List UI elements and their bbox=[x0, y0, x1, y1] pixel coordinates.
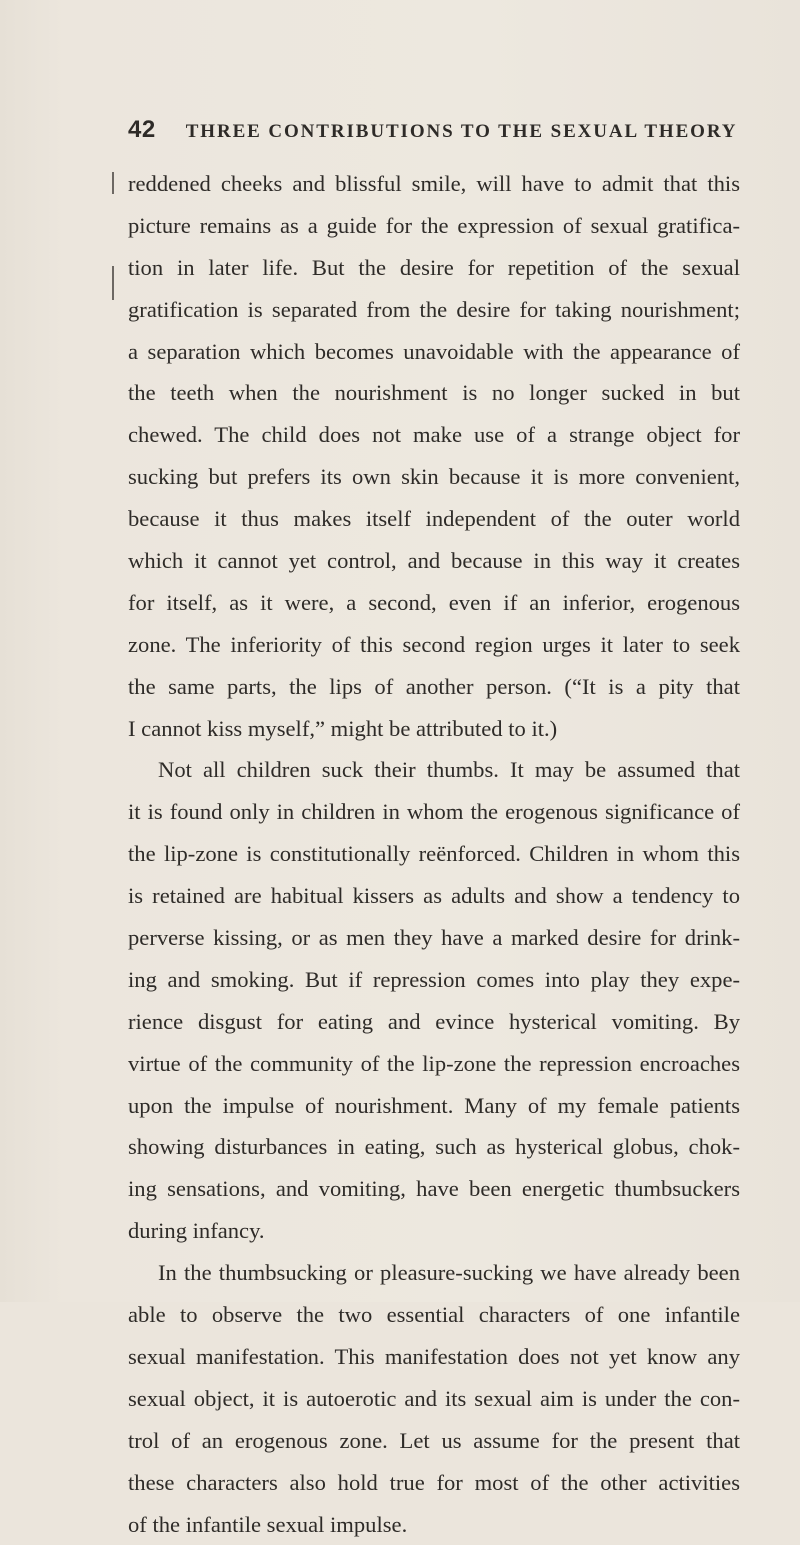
running-head bbox=[128, 116, 728, 148]
paragraph-end-line: of the infantile sexual impulse. bbox=[128, 1504, 740, 1545]
text-line: ing and smoking. But if repression comes into play they expe- bbox=[128, 959, 740, 1001]
text-line: able to observe the two essential characters of one infantile bbox=[128, 1294, 740, 1336]
text-line: gratification is separated from the desire for taking nourishment; bbox=[128, 289, 740, 331]
text-line: a separation which becomes unavoidable with the appearance of bbox=[128, 331, 740, 373]
text-line: showing disturbances in eating, such as hysterical globus, chok- bbox=[128, 1126, 740, 1168]
text-line: zone. The inferiority of this second region urges it later to seek bbox=[128, 624, 740, 666]
text-line: the same parts, the lips of another person. (“It is a pity that bbox=[128, 666, 740, 708]
text-line: it is found only in children in whom the erogenous significance of bbox=[128, 791, 740, 833]
paragraph-end-line: I cannot kiss myself,” might be attributed to it.) bbox=[128, 708, 740, 750]
text-line: upon the impulse of nourishment. Many of my female patients bbox=[128, 1085, 740, 1127]
page-number: 42 bbox=[128, 116, 156, 143]
text-line: sexual manifestation. This manifestation does not yet know any bbox=[128, 1336, 740, 1378]
text-line: chewed. The child does not make use of a strange object for bbox=[128, 414, 740, 456]
paragraph-start-line: In the thumbsucking or pleasure-sucking we have already been bbox=[128, 1252, 740, 1294]
text-line: picture remains as a guide for the expression of sexual gratifica- bbox=[128, 205, 740, 247]
text-line: trol of an erogenous zone. Let us assume for the present that bbox=[128, 1420, 740, 1462]
text-line: sexual object, it is autoerotic and its sexual aim is under the con- bbox=[128, 1378, 740, 1420]
text-line: the lip-zone is constitutionally reënforced. Children in whom this bbox=[128, 833, 740, 875]
text-line: these characters also hold true for most of the other activities bbox=[128, 1462, 740, 1504]
text-line: rience disgust for eating and evince hysterical vomiting. By bbox=[128, 1001, 740, 1043]
text-line: because it thus makes itself independent of the outer world bbox=[128, 498, 740, 540]
text-line: for itself, as it were, a second, even if an inferior, erogenous bbox=[128, 582, 740, 624]
text-line: perverse kissing, or as men they have a marked desire for drink- bbox=[128, 917, 740, 959]
text-line: tion in later life. But the desire for repetition of the sexual bbox=[128, 247, 740, 289]
text-line: ing sensations, and vomiting, have been energetic thumbsuckers bbox=[128, 1168, 740, 1210]
text-line: which it cannot yet control, and because in this way it creates bbox=[128, 540, 740, 582]
body-text bbox=[128, 163, 740, 1545]
paragraph-end-line: during infancy. bbox=[128, 1210, 740, 1252]
text-line: sucking but prefers its own skin because it is more convenient, bbox=[128, 456, 740, 498]
text-line: reddened cheeks and blissful smile, will have to admit that this bbox=[128, 163, 740, 205]
text-line: is retained are habitual kissers as adults and show a tendency to bbox=[128, 875, 740, 917]
text-line: virtue of the community of the lip-zone the repression encroaches bbox=[128, 1043, 740, 1085]
text-line: the teeth when the nourishment is no longer sucked in but bbox=[128, 372, 740, 414]
margin-pencil-marks bbox=[112, 170, 118, 320]
paragraph-start-line: Not all children suck their thumbs. It may be assumed that bbox=[128, 749, 740, 791]
running-title: THREE CONTRIBUTIONS TO THE SEXUAL THEORY bbox=[186, 121, 738, 142]
